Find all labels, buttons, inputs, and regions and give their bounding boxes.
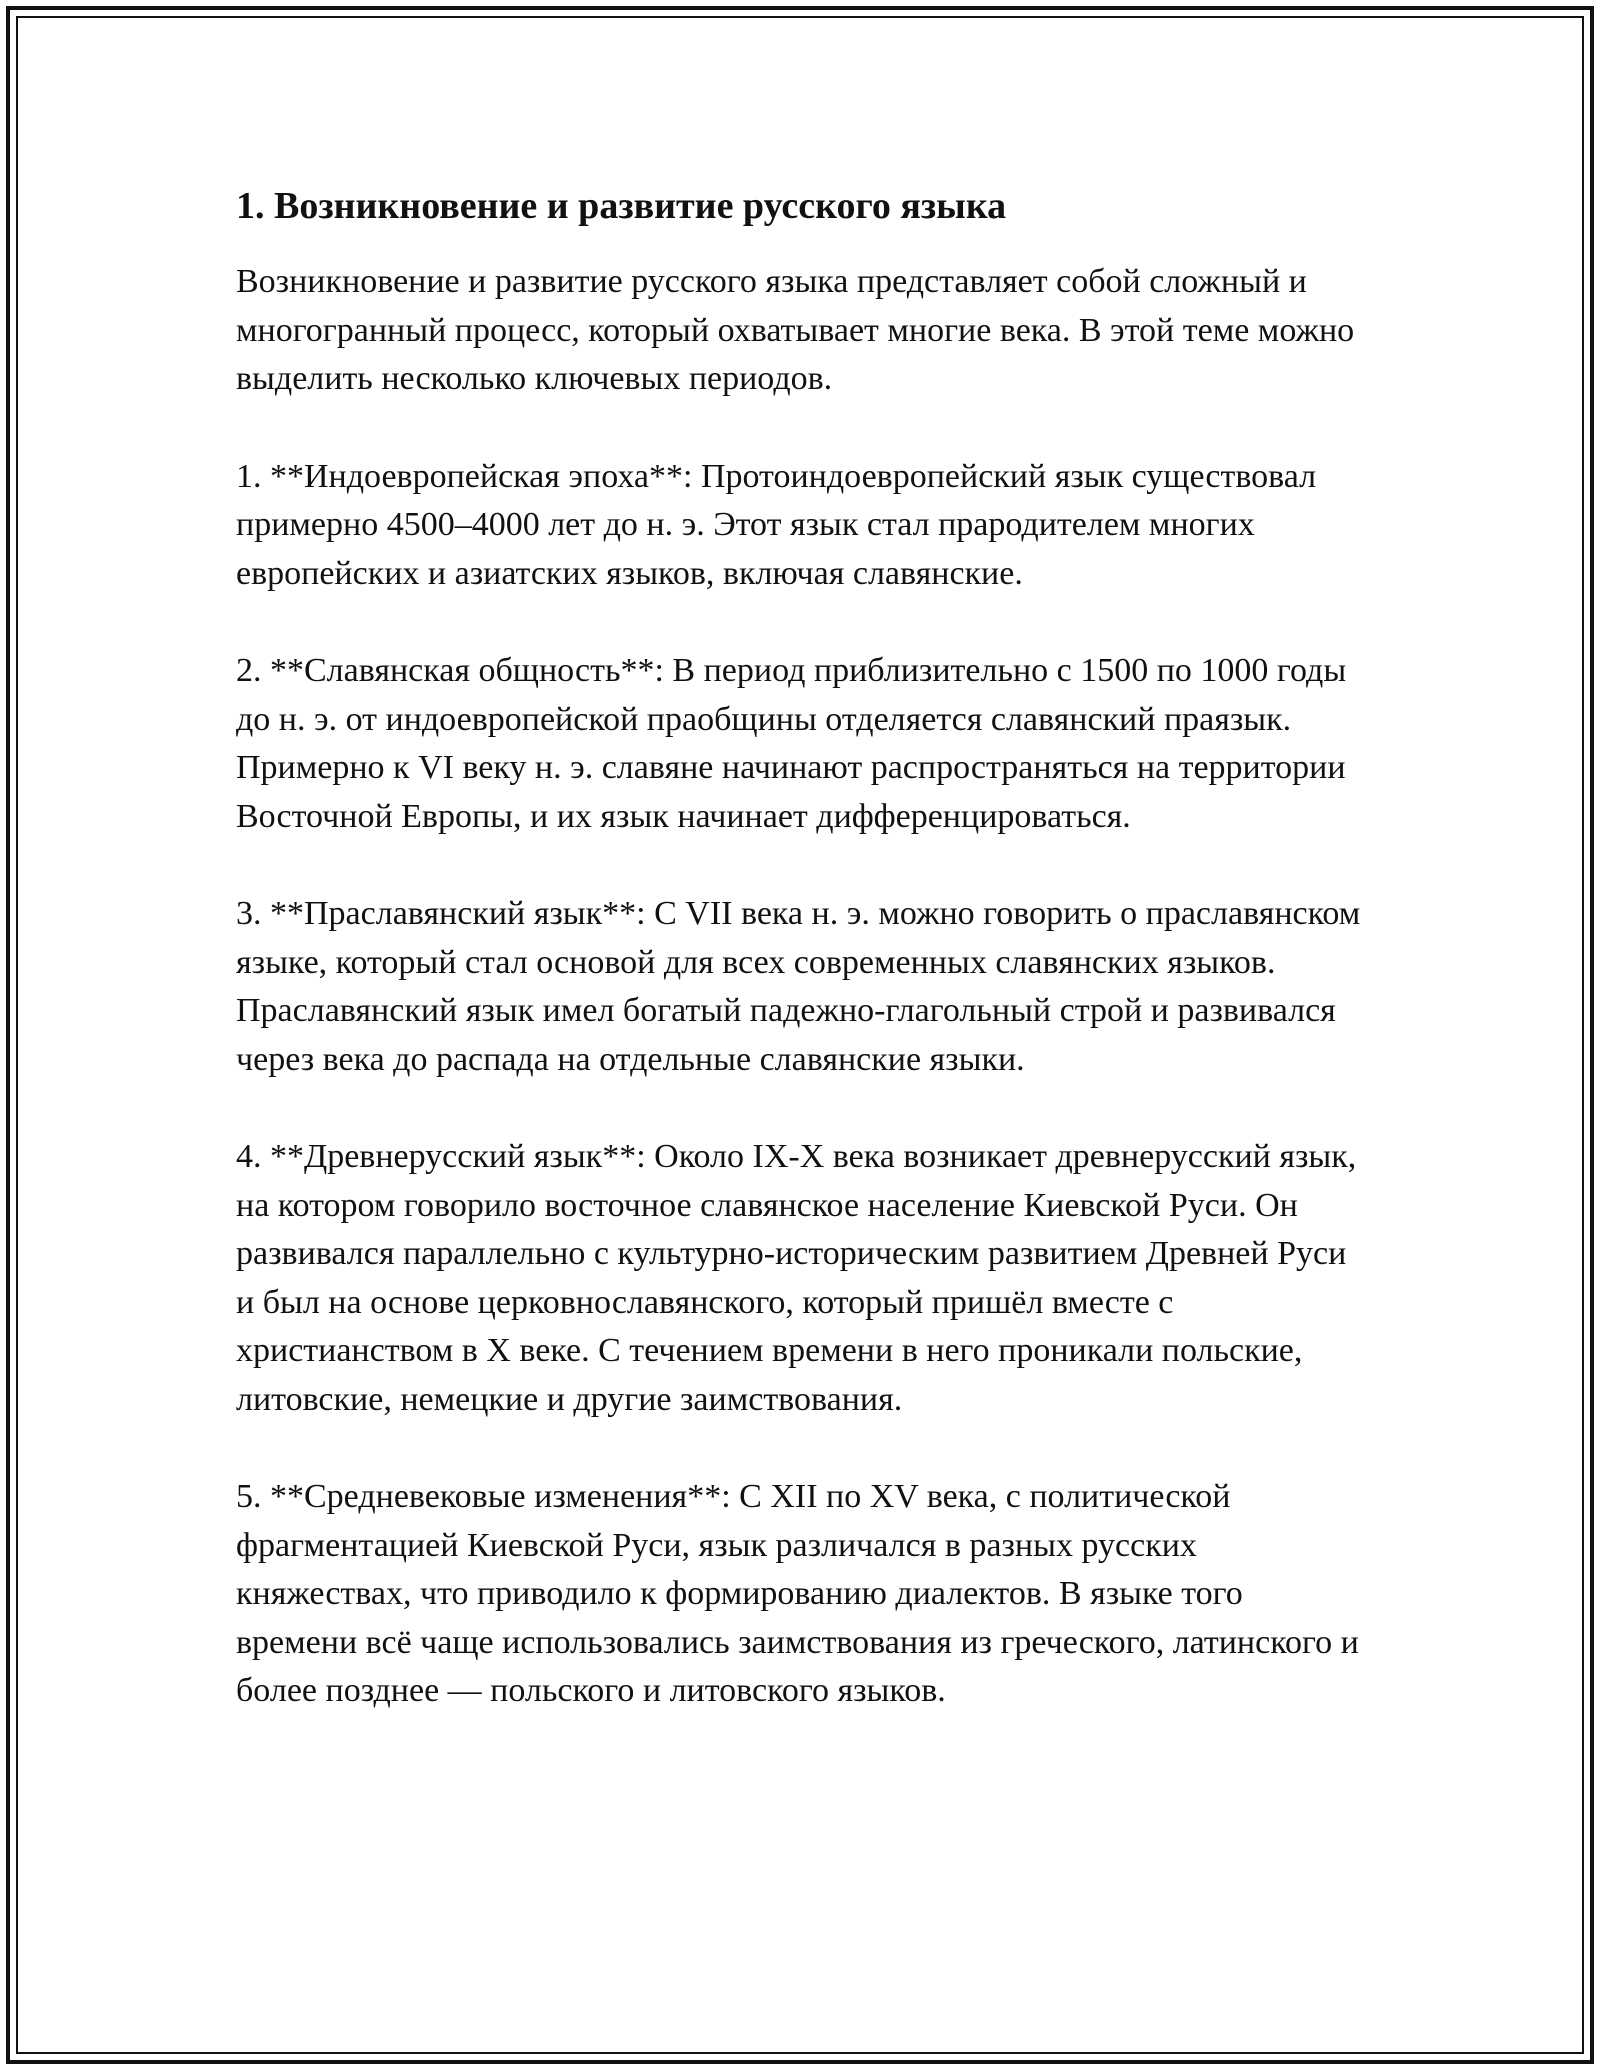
paragraph-indo-european-era: 1. **Индоевропейская эпоха**: Протоиндоевропейский язык существовал примерно 4500–4000 лет до н. э. Этот язык стал прародителем многих европейских и азиатских языков, включая славянские. [236, 457, 1317, 592]
paragraph-proto-slavic-language: 3. **Праславянский язык**: С VII века н. э. можно говорить о праславянском языке, который стал основой для всех современных славянских языков. Праславянский язык имел богатый падежно-глагольный строй и развивался через века до распада на отдельные славянские языки. [236, 895, 1361, 1078]
intro-paragraph: Возникновение и развитие русского языка представляет собой сложный и многогранный процесс, который охватывает многие века. В этой теме можно выделить несколько ключевых периодов. [236, 263, 1355, 397]
paragraph-slavic-community: 2. **Славянская общность**: В период приблизительно с 1500 по 1000 годы до н. э. от индоевропейской праобщины отделяется славянский праязык. Примерно к VI веку н. э. славяне начинают распространяться на территории Восточной Европы, и их язык начинает дифференцироваться. [236, 652, 1347, 835]
paragraph-medieval-changes: 5. **Средневековые изменения**: С XII по XV века, с политической фрагментацией Киевской Руси, язык различался в разных русских княжествах, что приводило к формированию диалектов. В языке того времени всё чаще использовались заимствования из греческого, латинского и более позднее — польского и литовского языков. [236, 1478, 1359, 1709]
paragraph-old-russian-language: 4. **Древнерусский язык**: Около IX-X века возникает древнерусский язык, на котором говорило восточное славянское население Киевской Руси. Он развивался параллельно с культурно-историческим развитием Древней Руси и был на основе церковнославянского, который пришёл вместе с христианством в X веке. С течением времени в него проникали польские, литовские, немецкие и другие заимствования. [236, 1138, 1357, 1418]
document-heading: 1. Возникновение и развитие русского языка [236, 185, 1007, 227]
document-body [236, 180, 1366, 1716]
